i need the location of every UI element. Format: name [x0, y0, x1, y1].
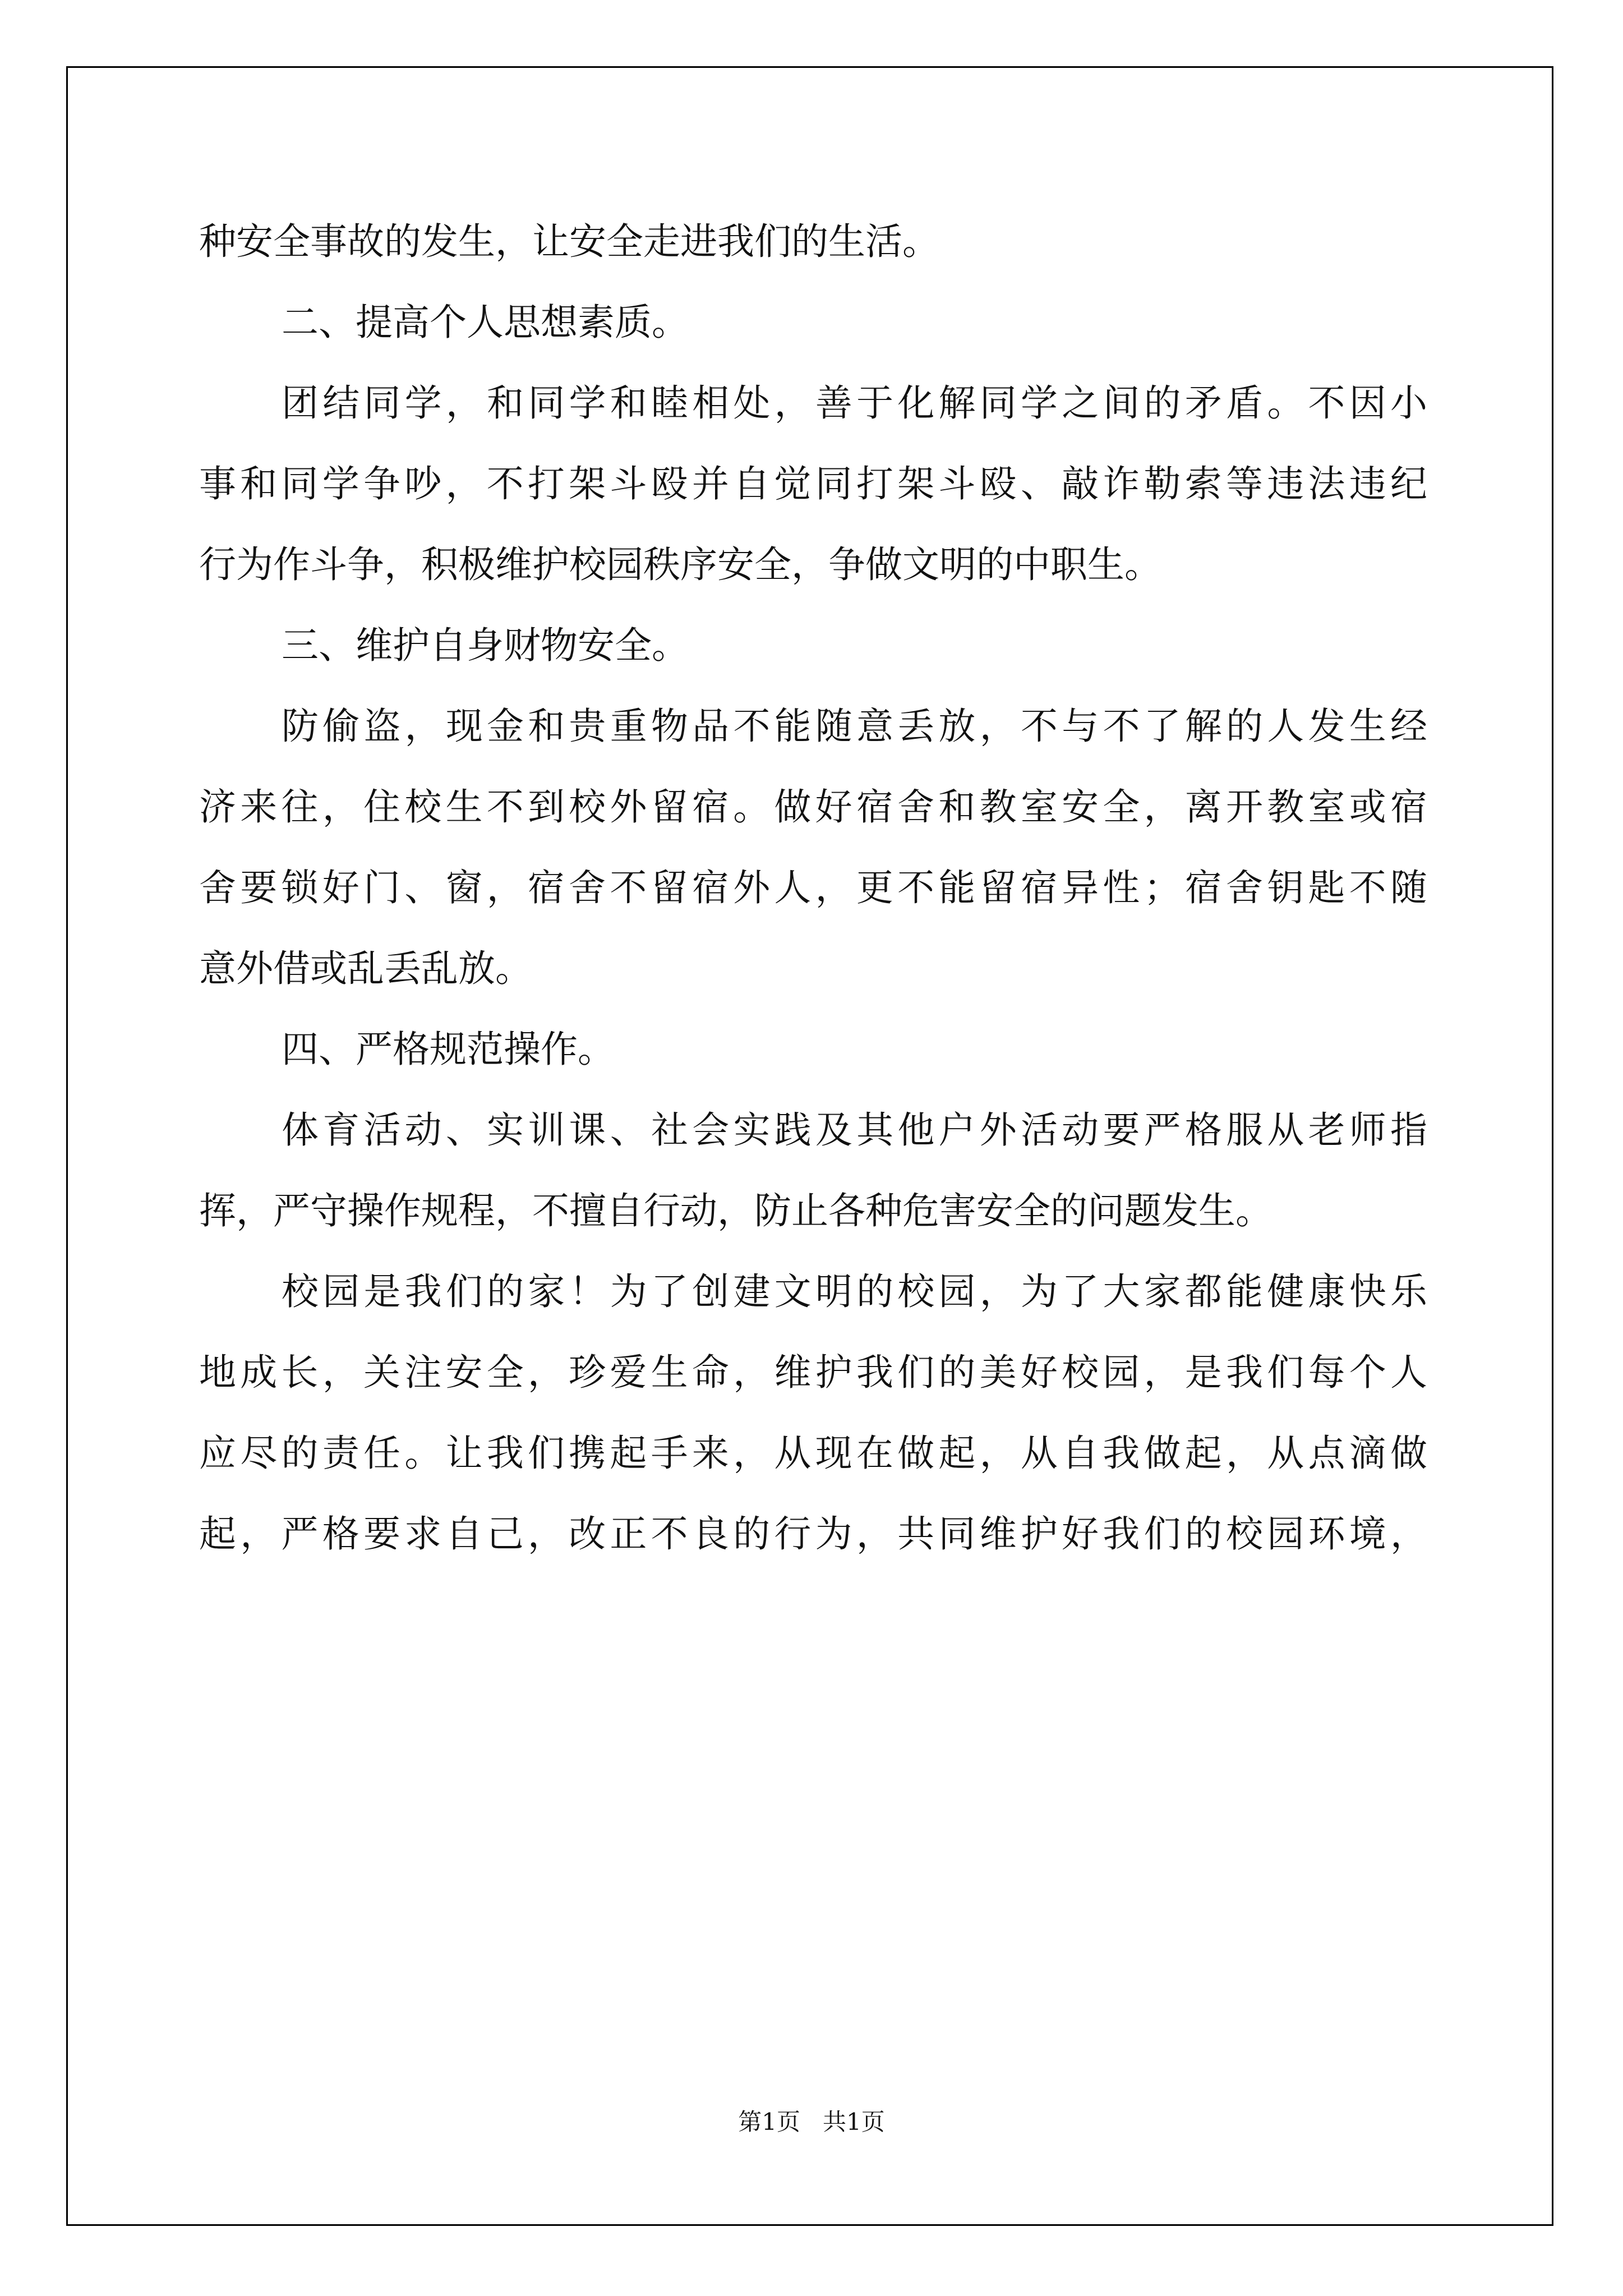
text-line: 地成长，关注安全，珍爱生命，维护我们的美好校园，是我们每个人 [199, 1351, 1427, 1394]
section-heading: 二、提高个人思想素质。 [282, 301, 689, 344]
text-line: 济来往，住校生不到校外留宿。做好宿舍和教室安全，离开教室或宿 [199, 785, 1427, 829]
text-line: 校园是我们的家！为了创建文明的校园，为了大家都能健康快乐 [282, 1270, 1427, 1313]
text-line: 团结同学，和同学和睦相处，善于化解同学之间的矛盾。不因小 [282, 381, 1427, 425]
text-line: 体育活动、实训课、社会实践及其他户外活动要严格服从老师指 [282, 1108, 1427, 1152]
text-line: 意外借或乱丢乱放。 [199, 947, 532, 990]
text-line: 种安全事故的发生，让安全走进我们的生活。 [199, 220, 939, 263]
text-line: 舍要锁好门、窗，宿舍不留宿外人，更不能留宿异性；宿舍钥匙不随 [199, 866, 1427, 909]
text-line: 事和同学争吵，不打架斗殴并自觉同打架斗殴、敲诈勒索等违法违纪 [199, 462, 1427, 505]
text-line: 挥，严守操作规程，不擅自行动，防止各种危害安全的问题发生。 [199, 1189, 1272, 1232]
page-number-footer: 第1页 共1页 [738, 2108, 885, 2136]
text-line: 起，严格要求自己，改正不良的行为，共同维护好我们的校园环境， [199, 1512, 1427, 1556]
text-line: 行为作斗争，积极维护校园秩序安全，争做文明的中职生。 [199, 543, 1161, 586]
text-line: 应尽的责任。让我们携起手来，从现在做起，从自我做起，从点滴做 [199, 1432, 1427, 1475]
section-heading: 四、严格规范操作。 [282, 1028, 615, 1071]
text-line: 防偷盗，现金和贵重物品不能随意丢放，不与不了解的人发生经 [282, 705, 1427, 748]
section-heading: 三、维护自身财物安全。 [282, 624, 689, 667]
